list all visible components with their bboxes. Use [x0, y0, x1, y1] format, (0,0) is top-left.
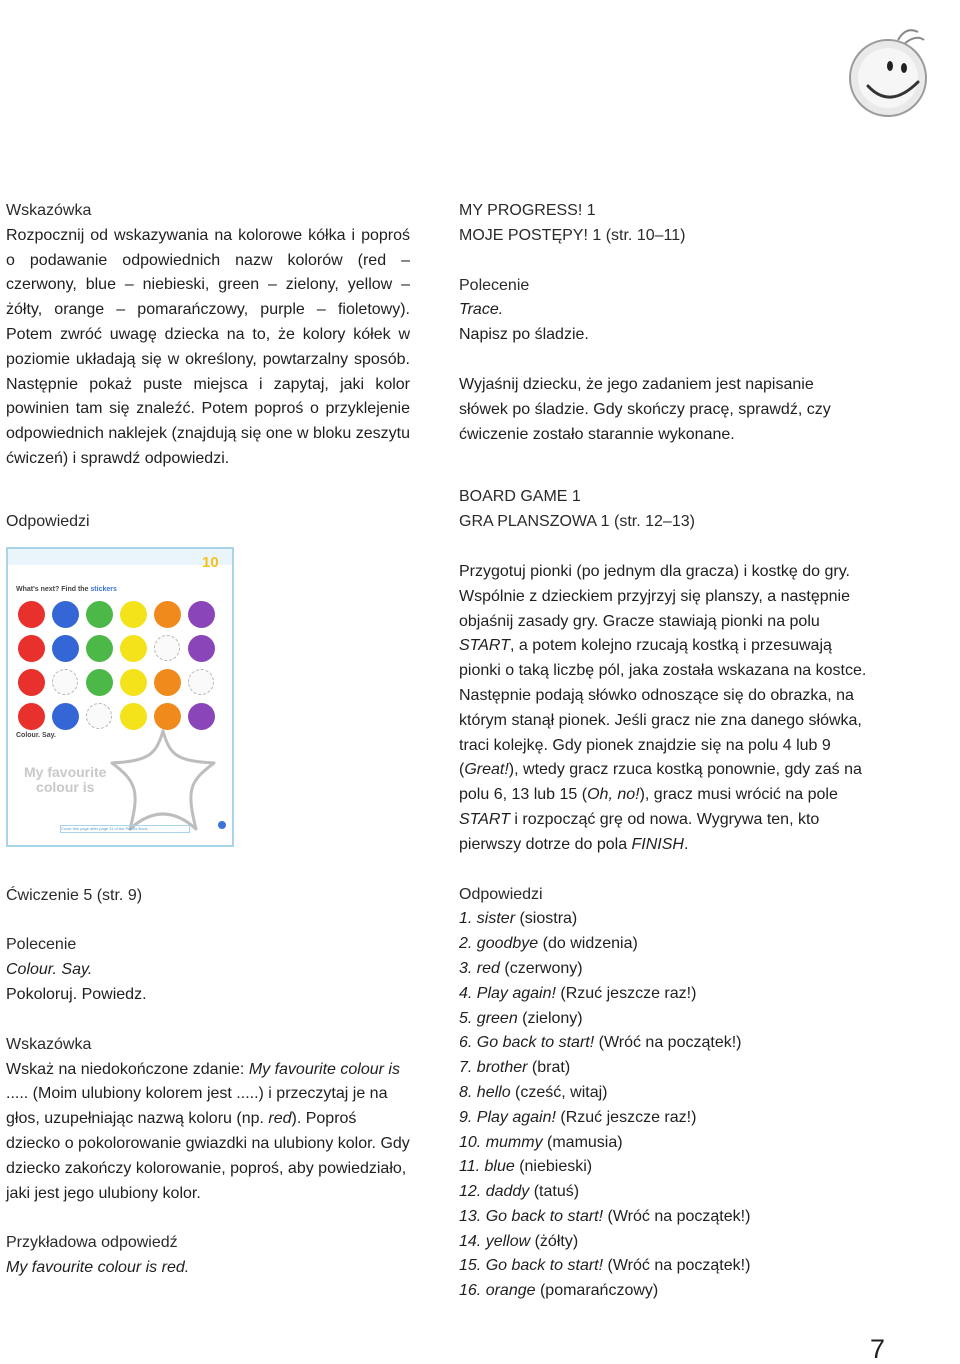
answer-polish: (Rzuć jeszcze raz!)	[555, 984, 697, 1002]
colour-dot	[154, 669, 181, 696]
answer-english: 8. hello	[459, 1083, 511, 1101]
command-english: Colour. Say.	[6, 961, 93, 979]
answer-polish: (niebieski)	[514, 1158, 593, 1176]
colour-dot	[86, 635, 113, 662]
command-heading: Polecenie	[459, 276, 530, 294]
answer-english: 15. Go back to start!	[459, 1257, 604, 1275]
board-game-paragraph: Przygotuj pionki (po jednym dla gracza) i kostkę do gry. Wspólnie z dzieckiem przyjrzyj się planszy, a następnie objaśnij zasady gry. Gracze stawiają pionki na polu START, a potem kolejno rzucają kostką i przesuwają pionki o taką liczbę pól, jaka została wskazana na kostce. Następnie podają słówko odnoszące się do obrazka, na którym stanął pionek. Jeśli gracz nie zna danego słówka, traci kolejkę. Gdy pionek znajdzie się na polu 4 lub 9 (Great!), wtedy gracz rzuca kostką ponownie, gdy zaś na polu 6, 13 lub 15 (Oh, no!), gracz musi wrócić na pole START i rozpocząć grę od nowa. Wygrywa ten, kto pierwszy dotrze do pola FINISH.	[459, 562, 867, 853]
answer-item	[459, 932, 867, 957]
answer-item	[459, 1205, 867, 1230]
board-game-heading-pl: GRA PLANSZOWA 1 (str. 12–13)	[459, 513, 695, 531]
answer-item	[459, 982, 867, 1007]
colour-dot	[86, 669, 113, 696]
exercise-heading: Ćwiczenie 5 (str. 9)	[6, 886, 143, 904]
empty-sticker-slot	[188, 669, 214, 695]
hint-paragraph: Rozpocznij od wskazywania na kolorowe kółka i poproś o podawanie odpowiednich nazw kolorów (red – czerwony, blue – niebieski, green – zielony, yellow – żółty, orange – pomarańczowy, purple – fioletowy). Potem zwróć uwagę dziecka na to, że kolory kółek w poziomie układają się w określony, powtarzalny sposób. Następnie pokaż puste miejsca i zapytaj, jaki kolor powinien tam się znaleźć. Potem poproś o przyklejenie odpowiednich naklejek (znajdują się one w bloku zeszytu ćwiczeń) i sprawdź odpowiedzi.	[6, 226, 410, 467]
colour-dot	[18, 669, 45, 696]
empty-sticker-slot	[154, 635, 180, 661]
answer-english: 7. brother	[459, 1059, 528, 1077]
answer-polish: (Wróć na początek!)	[594, 1034, 742, 1052]
thumbnail-instruction-2: Colour. Say.	[16, 731, 56, 739]
answer-polish: (do widzenia)	[538, 935, 638, 953]
answer-english: 10. mummy	[459, 1133, 543, 1151]
answer-item	[459, 1031, 867, 1056]
answer-item	[459, 1056, 867, 1081]
answer-polish: (cześć, witaj)	[510, 1083, 608, 1101]
answer-english: 3. red	[459, 959, 500, 977]
answer-item	[459, 1007, 867, 1032]
answer-item	[459, 907, 867, 932]
thumbnail-page-number: 10	[202, 553, 219, 571]
answer-item	[459, 1180, 867, 1205]
answer-english: 14. yellow	[459, 1232, 531, 1250]
thumbnail-header-bar	[8, 549, 232, 565]
answer-item	[459, 1254, 867, 1279]
answer-english: 5. green	[459, 1009, 518, 1027]
hint-heading: Wskazówka	[6, 202, 92, 219]
board-game-heading-en: BOARD GAME 1	[459, 488, 581, 506]
answer-english: 12. daddy	[459, 1183, 530, 1201]
hint2-paragraph: Wskaż na niedokończone zdanie: My favourite colour is ..... (Moim ulubiony kolorem jest .....) i przeczytaj je na głos, uzupełniając nazwą koloru (np. red). Poproś dziecko o pokolorowanie gwiazdki na ulubiony kolor. Gdy dziecko zakończy kolorowanie, poproś, aby powiedziało, jaki jest jego ulubiony kolor.	[6, 1060, 410, 1202]
answer-item	[459, 1279, 867, 1304]
smiley-mascot-icon	[846, 26, 934, 118]
answer-polish: (zielony)	[517, 1009, 583, 1027]
example-heading: Przykładowa odpowiedź	[6, 1234, 178, 1252]
empty-sticker-slot	[52, 669, 78, 695]
answer-english: 2. goodbye	[459, 935, 539, 953]
left-column	[6, 199, 410, 1281]
colour-dot	[188, 601, 215, 628]
answer-english: 13. Go back to start!	[459, 1207, 604, 1225]
thumbnail-corner-badge	[218, 821, 226, 829]
answer-polish: (Rzuć jeszcze raz!)	[555, 1108, 697, 1126]
answer-polish: (siostra)	[515, 910, 578, 928]
progress-heading-en: MY PROGRESS! 1	[459, 202, 596, 219]
answer-english: 6. Go back to start!	[459, 1034, 595, 1052]
colour-dot	[18, 601, 45, 628]
progress-heading-pl: MOJE POSTĘPY! 1 (str. 10–11)	[459, 226, 686, 244]
colour-dot	[188, 635, 215, 662]
answers-heading: Odpowiedzi	[459, 885, 543, 903]
answer-polish: (brat)	[527, 1059, 571, 1077]
answer-english: 9. Play again!	[459, 1108, 556, 1126]
answer-item	[459, 1081, 867, 1106]
colour-dot	[18, 703, 45, 730]
colour-dot	[120, 669, 147, 696]
answer-polish: (mamusia)	[542, 1133, 623, 1151]
colour-dot	[18, 635, 45, 662]
workbook-page-thumbnail	[6, 547, 234, 847]
answer-english: 1. sister	[459, 910, 516, 928]
answer-item	[459, 1106, 867, 1131]
command-heading: Polecenie	[6, 936, 77, 954]
answer-polish: (Wróć na początek!)	[603, 1207, 751, 1225]
thumbnail-footer-note: Cover this page after page 11 of the Pupil's Book.	[60, 825, 190, 833]
answer-polish: (żółty)	[530, 1232, 579, 1250]
colour-dot-grid	[18, 601, 218, 730]
answer-polish: (Wróć na początek!)	[603, 1257, 751, 1275]
hint2-heading: Wskazówka	[6, 1035, 92, 1053]
favourite-colour-text: My favourite colour is	[24, 763, 107, 795]
right-column	[459, 199, 867, 1304]
answer-item	[459, 957, 867, 982]
colour-dot	[154, 601, 181, 628]
thumbnail-instruction: What's next? Find the stickers	[16, 585, 117, 593]
answer-english: 4. Play again!	[459, 984, 556, 1002]
answer-english: 16. orange	[459, 1282, 536, 1300]
answer-item	[459, 1131, 867, 1156]
colour-dot	[52, 635, 79, 662]
answer-polish: (tatuś)	[529, 1183, 580, 1201]
colour-dot	[52, 601, 79, 628]
command-polish: Napisz po śladzie.	[459, 326, 589, 344]
answer-item	[459, 1230, 867, 1255]
answers-heading: Odpowiedzi	[6, 512, 90, 530]
example-answer: My favourite colour is red.	[6, 1259, 190, 1277]
progress-paragraph: Wyjaśnij dziecku, że jego zadaniem jest napisanie słówek po śladzie. Gdy skończy pracę, sprawdź, czy ćwiczenie zostało starannie wykonane.	[459, 375, 831, 443]
star-outline-icon	[104, 725, 222, 835]
colour-dot	[52, 703, 79, 730]
command-english: Trace.	[459, 301, 504, 319]
colour-dot	[120, 601, 147, 628]
answer-polish: (czerwony)	[499, 959, 583, 977]
answer-polish: (pomarańczowy)	[535, 1282, 659, 1300]
page-number: 7	[870, 1334, 886, 1364]
answer-item	[459, 1155, 867, 1180]
colour-dot	[120, 635, 147, 662]
command-polish: Pokoloruj. Powiedz.	[6, 985, 147, 1003]
answer-english: 11. blue	[459, 1158, 515, 1176]
colour-dot	[86, 601, 113, 628]
answers-list	[459, 907, 867, 1304]
